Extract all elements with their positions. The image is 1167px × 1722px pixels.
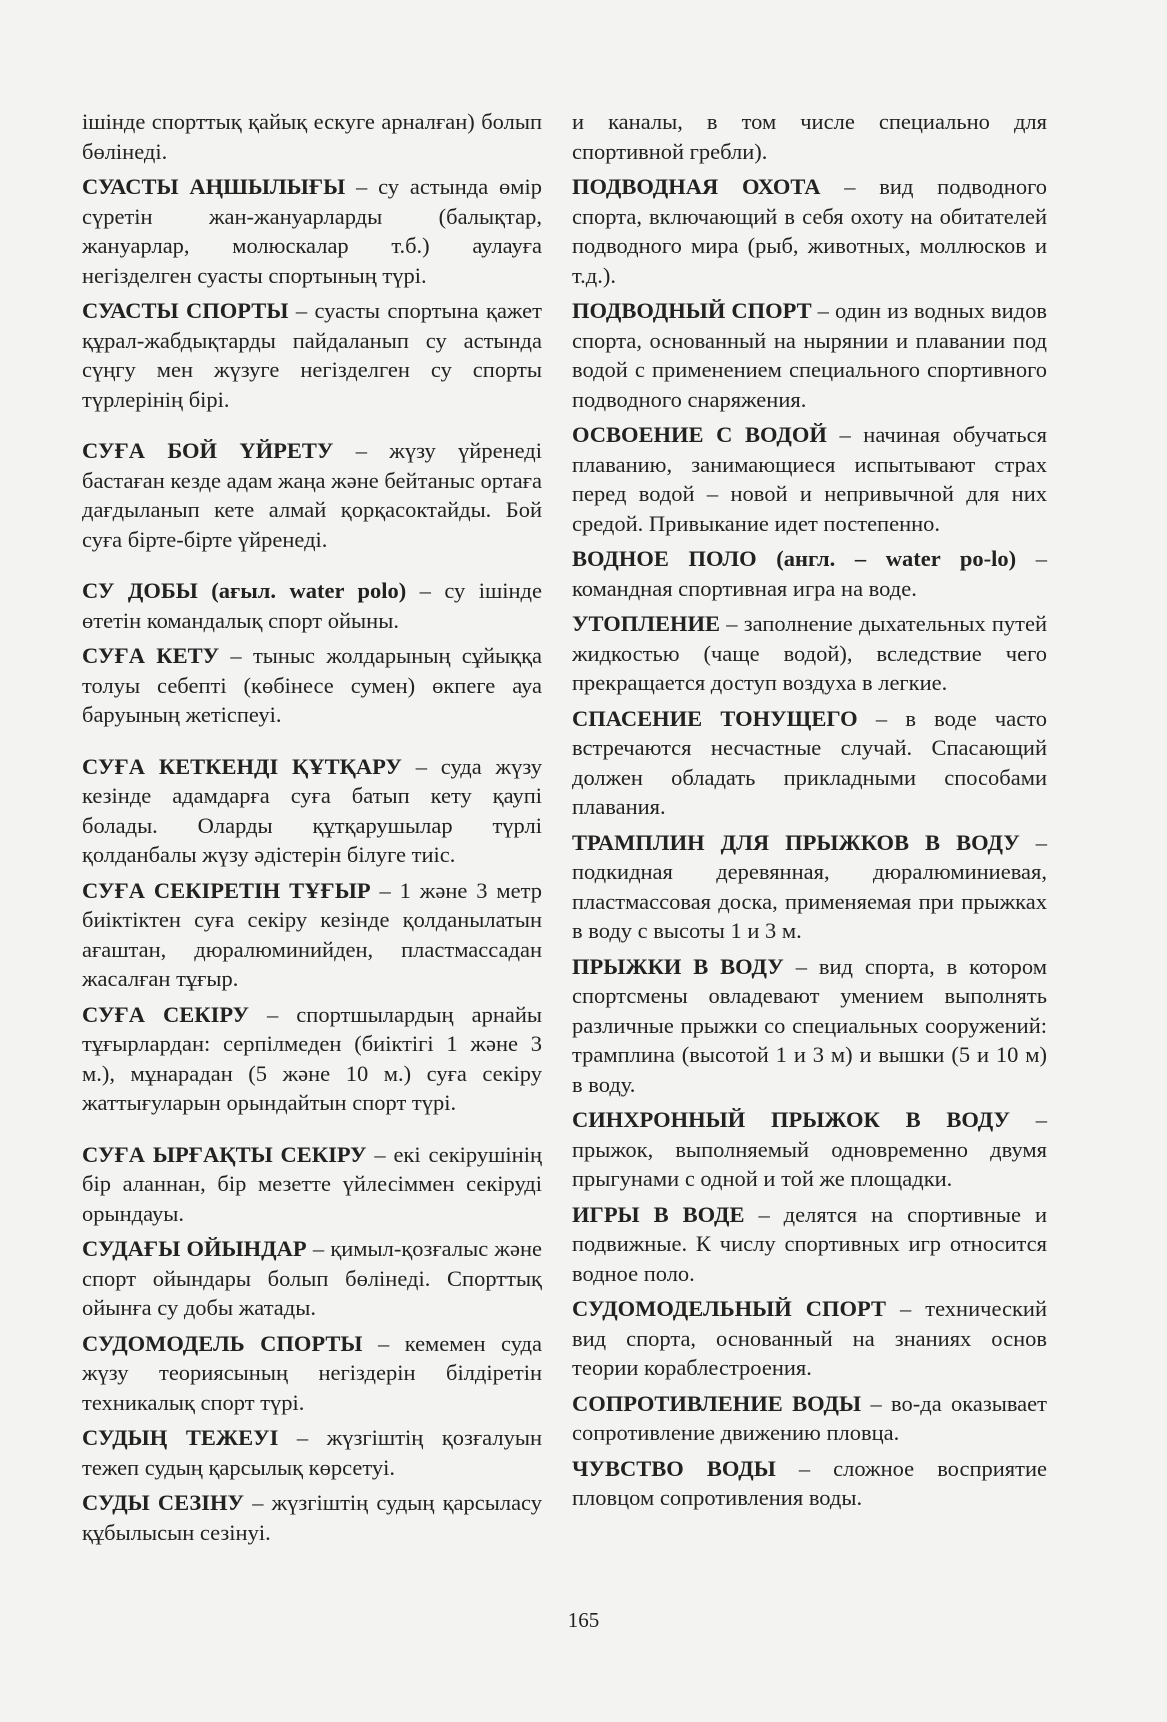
- entry-text: – суда жүзу кезінде адамдарға суға батып кету қаупі болады. Оларды құтқарушылар түрлі қолданбалы жүзу әдістерін білуге тиіс.: [82, 753, 543, 867]
- entry-text: – сложное восприятие пловцом сопротивления воды.: [572, 1455, 1048, 1510]
- entry-term: СУДЫ СЕЗІНУ: [82, 1490, 245, 1515]
- entry-text: – подкидная деревянная, дюралюминиевая, пластмассовая доска, применяемая при прыжках в воду с высоты 1 и 3 м.: [572, 829, 1048, 943]
- entry-text: – 1 және 3 метр биіктіктен суға секіру кезінде қолданылатын ағаштан, дюралюминийден, пластмассадан жасалған тұғыр.: [82, 877, 542, 991]
- entry: [572, 952, 1047, 1100]
- entry: [82, 876, 542, 994]
- entry: [572, 296, 1047, 414]
- entry: [572, 172, 1047, 290]
- entry-term: УТОПЛЕНИЕ: [572, 611, 721, 636]
- entry-text: – жүзгіштің қозғалуын тежеп судың қарсылық көрсетуі.: [82, 1425, 542, 1480]
- entry-text: – кемемен суда жүзу теориясының негіздерін білдіретін техникалық спорт түрі.: [82, 1330, 542, 1415]
- entry-term: СУДЫҢ ТЕЖЕУІ: [82, 1425, 279, 1450]
- entry-term: ОСВОЕНИЕ С ВОДОЙ: [572, 422, 827, 447]
- entry-text: – суасты спортына қажет құрал-жабдықтарды пайдаланып су астында сүңгу мен жүзуге негізделген су спорты түрлерінің бірі.: [82, 298, 542, 412]
- entry: [572, 609, 1047, 698]
- left-column-kazakh: [82, 107, 542, 1553]
- entry-term: СУАСТЫ СПОРТЫ: [82, 298, 289, 323]
- entry-text: – қимыл-қозғалыс және спорт ойындары болып бөлінеді. Спорттық ойынға су добы жатады.: [82, 1236, 542, 1320]
- entry-term: СИНХРОННЫЙ ПРЫЖОК В ВОДУ: [572, 1107, 1010, 1132]
- entry-term: СУҒА БОЙ ҮЙРЕТУ: [82, 438, 334, 463]
- entry-text: – жүзгіштің судың қарсыласу құбылысын сезінуі.: [82, 1490, 542, 1545]
- entry-term: ПОДВОДНАЯ ОХОТА: [572, 174, 821, 199]
- entry-term: СУДАҒЫ ОЙЫНДАР: [82, 1236, 307, 1261]
- entry-text: – начиная обучаться плаванию, занимающиеся испытывают страх перед водой – новой и непривычной для них средой. Привыкание идет постепенно.: [572, 422, 1047, 536]
- entry: [82, 1000, 542, 1118]
- entry: [572, 1389, 1047, 1448]
- entry-text: – жүзу үйренеді бастаған кезде адам жаңа және бейтаныс ортаға дағдыланып кете алмай қорқасоктайды. Бой суға біртe-біртe үйренеді.: [82, 438, 543, 552]
- entry-text: ішінде спорттық қайық ескуге арналған) болып бөлінеді.: [82, 109, 542, 164]
- entry: [572, 107, 1047, 166]
- entry-term: СУҒА ЫРҒАҚТЫ СЕКІРУ: [82, 1141, 367, 1167]
- entry-text: – спортшылардың арнайы тұғырлардан: серпілмеден (биіктігі 1 және 3 м.), мұнарадан (5 және 10 м.) суға секіру жаттығуларын орындайтын спорт түрі.: [82, 1001, 543, 1115]
- entry-text: – су астында өмір сүретін жан-жануарларды (балықтар, жануарлар, молюскалар т.б.) аулауға негізделген суасты спортының түрі.: [82, 174, 543, 288]
- entry-term: СУАСТЫ АҢШЫЛЫҒЫ: [82, 174, 346, 199]
- entry-term: СУДОМОДЕЛЬ СПОРТЫ: [82, 1330, 363, 1356]
- entry-term: ЧУВСТВО ВОДЫ: [572, 1455, 776, 1481]
- entry-text: – су ішінде өтетін командалық спорт ойыны.: [82, 578, 542, 633]
- entry-text: – во-да оказывает сопротивление движению пловца.: [572, 1390, 1047, 1445]
- entry: [572, 544, 1047, 603]
- entry: [572, 1454, 1047, 1513]
- entry-text: – один из водных видов спорта, основанный на нырянии и плавании под водой с применением специального спортивного подводного снаряжения.: [572, 298, 1047, 412]
- entry-term: СУҒА СЕКІРЕТІН ТҰҒЫР: [82, 877, 371, 903]
- entry: [572, 1200, 1047, 1289]
- entry: [82, 1329, 542, 1418]
- entry: [82, 576, 542, 635]
- entry-term: ПРЫЖКИ В ВОДУ: [572, 953, 784, 979]
- entry-term: СПАСЕНИЕ ТОНУЩЕГО: [572, 705, 858, 731]
- page-number: 165: [567, 1608, 600, 1632]
- entry: [82, 752, 542, 870]
- entry-term: ИГРЫ В ВОДЕ: [572, 1201, 745, 1227]
- entry: [572, 420, 1047, 538]
- entry-term: ТРАМПЛИН ДЛЯ ПРЫЖКОВ В ВОДУ: [572, 829, 1020, 855]
- entry: [572, 704, 1047, 822]
- entry: [572, 1294, 1047, 1383]
- entry-text: – екі секірушінің бір аланнан, бір мезетте үйлесіммен секіруді орындауы.: [82, 1141, 542, 1226]
- entry-text: – заполнение дыхательных путей жидкостью (чаще водой), вследствие чего прекращается доступ воздуха в легкие.: [572, 611, 1047, 695]
- entry-term: СУДОМОДЕЛЬНЫЙ СПОРТ: [572, 1296, 887, 1321]
- entry: [82, 641, 542, 730]
- entry: [82, 107, 542, 166]
- entry-text: – командная спортивная игра на воде.: [572, 546, 1047, 601]
- entry-text: – в воде часто встречаются несчастные случай. Спасающий должен обладать прикладными способами плавания.: [572, 705, 1047, 819]
- entry: [82, 1423, 542, 1482]
- entry-term: СУҒА СЕКІРУ: [82, 1001, 250, 1027]
- entry-text: – вид подводного спорта, включающий в себя охоту на обитателей подводного мира (рыб, животных, моллюсков и т.д.).: [572, 174, 1048, 288]
- entry-term: СУҒА КЕТКЕНДІ ҚҰТҚАРУ: [82, 753, 402, 779]
- entry-text: и каналы, в том числе специально для спортивной гребли).: [572, 109, 1047, 164]
- entry: [572, 828, 1047, 946]
- entry: [82, 1488, 542, 1547]
- entry-text: – технический вид спорта, основанный на знаниях основ теории кораблестроения.: [572, 1296, 1048, 1380]
- entry-text: – вид спорта, в котором спортсмены овладевают умением выполнять различные прыжки со специальных сооружений: трамплина (высотой 1 и 3 м) и вышки (5 и 10 м) в воду.: [572, 953, 1047, 1097]
- entry: [82, 296, 542, 414]
- entry: [82, 1234, 542, 1323]
- entry-term: СОПРОТИВЛЕНИЕ ВОДЫ: [572, 1390, 862, 1416]
- entry: [82, 172, 542, 290]
- entry-text: – делятся на спортивные и подвижные. К числу спортивных игр относится водное поло.: [572, 1201, 1047, 1286]
- entry-text: – прыжок, выполняемый одновременно двумя прыгунами с одной и той же площадки.: [572, 1107, 1048, 1191]
- entry-term: СУ ДОБЫ (ағыл. water polo): [82, 578, 407, 603]
- entry-text: – тыныс жолдарының сұйыққа толуы себепті (көбінесе сумен) өкпеге ауа баруының жетіспеуі.: [82, 643, 543, 727]
- right-column-russian: [572, 107, 1047, 1519]
- entry-term: ПОДВОДНЫЙ СПОРТ: [572, 298, 812, 323]
- entry: [82, 1140, 542, 1229]
- entry: [572, 1105, 1047, 1194]
- entry: [82, 436, 542, 554]
- entry-term: ВОДНОЕ ПОЛО (англ. – water po-lo): [572, 546, 1017, 571]
- entry-term: СУҒА КЕТУ: [82, 643, 220, 668]
